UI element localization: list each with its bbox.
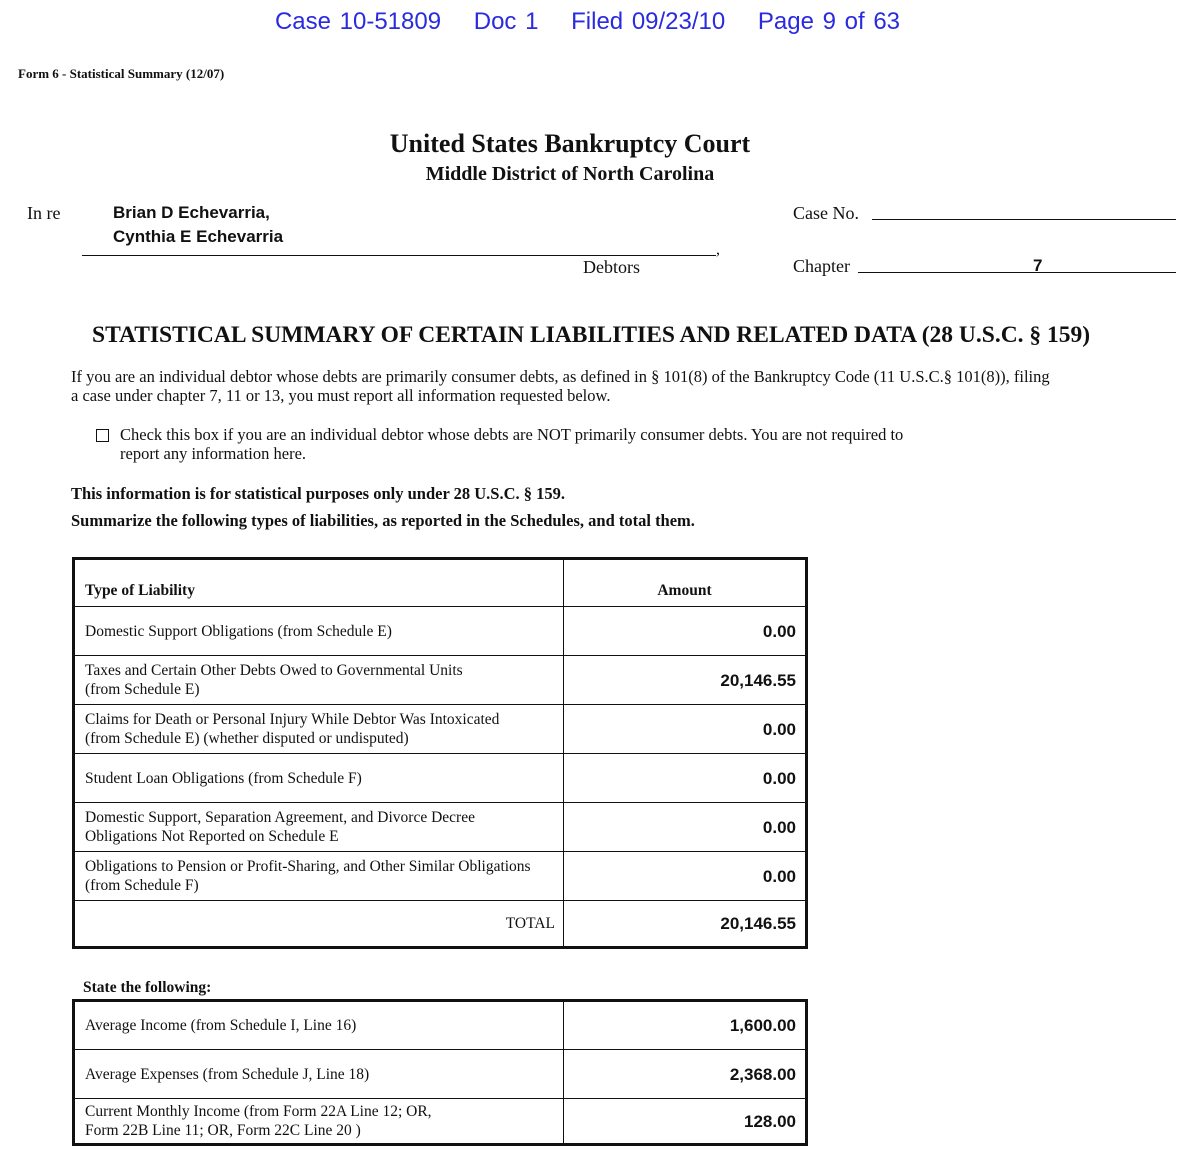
stat-label	[74, 1050, 564, 1099]
filed-date-stamp: Filed 09/23/10	[571, 8, 726, 35]
total-label: TOTAL	[74, 901, 564, 948]
case-number-stamp: Case 10-51809	[274, 8, 442, 35]
checkbox-label-2: report any information here.	[120, 444, 307, 463]
court-district: Middle District of North Carolina	[425, 163, 715, 185]
table-row	[74, 1001, 807, 1050]
table-row	[74, 1050, 807, 1099]
case-no-label: Case No.	[793, 203, 859, 223]
filing-stamp	[0, 8, 1175, 36]
liability-amount: 0.00	[564, 754, 807, 803]
stats-table	[72, 999, 808, 1146]
intro-line-2: a case under chapter 7, 11 or 13, you must report all information requested below.	[71, 386, 611, 405]
comma: ,	[716, 241, 720, 258]
note-summarize: Summarize the following types of liabilities, as reported in the Schedules, and total them.	[71, 511, 695, 530]
chapter-value: 7	[1033, 256, 1043, 275]
total-amount: 20,146.55	[564, 901, 807, 948]
table-row	[74, 607, 807, 656]
debtor-name-1: Brian D Echevarria,	[113, 203, 270, 222]
liability-line-1: Obligations to Pension or Profit-Sharing, and Other Similar Obligations	[85, 858, 531, 875]
liability-line-2: (from Schedule F)	[85, 877, 199, 894]
liability-amount: 0.00	[564, 607, 807, 656]
liability-line-1: Domestic Support, Separation Agreement, and Divorce Decree	[85, 809, 475, 826]
stat-label	[74, 1001, 564, 1050]
table-row	[74, 656, 807, 705]
liability-amount: 20,146.55	[564, 656, 807, 705]
liability-type	[74, 607, 564, 656]
page-heading: STATISTICAL SUMMARY OF CERTAIN LIABILITIES AND RELATED DATA (28 U.S.C. § 159)	[92, 322, 1091, 348]
non-consumer-debts-checkbox[interactable]	[96, 429, 109, 442]
table-row	[74, 754, 807, 803]
stat-label	[74, 1099, 564, 1145]
table-header-row	[74, 559, 807, 607]
table-row	[74, 705, 807, 754]
table-row	[74, 803, 807, 852]
court-title: United States Bankruptcy Court	[389, 129, 751, 158]
liability-type	[74, 803, 564, 852]
liability-line-2: Obligations Not Reported on Schedule E	[85, 828, 339, 845]
stat-amount: 2,368.00	[564, 1050, 807, 1099]
chapter-field	[858, 272, 1176, 273]
stat-amount: 128.00	[564, 1099, 807, 1145]
stat-line-1: Average Income (from Schedule I, Line 16)	[85, 1017, 357, 1034]
table-row	[74, 1099, 807, 1145]
liability-line-1: Taxes and Certain Other Debts Owed to Governmental Units	[85, 662, 463, 679]
note-statistical: This information is for statistical purposes only under 28 U.S.C. § 159.	[71, 484, 565, 503]
intro-line-1: If you are an individual debtor whose debts are primarily consumer debts, as defined in § 101(8) of the Bankruptcy Code (11 U.S.C.§ 101(8)), filing	[71, 367, 1050, 386]
liability-type	[74, 656, 564, 705]
debtors-underline	[82, 255, 716, 256]
liability-type	[74, 754, 564, 803]
form-label: Form 6 - Statistical Summary (12/07)	[18, 66, 225, 81]
liability-line-1: Domestic Support Obligations (from Schedule E)	[85, 622, 392, 640]
case-no-field	[872, 219, 1176, 220]
liability-amount: 0.00	[564, 803, 807, 852]
liability-line-2: (from Schedule E)	[85, 681, 200, 698]
liability-type	[74, 852, 564, 901]
liability-line-2: (from Schedule E) (whether disputed or undisputed)	[85, 730, 409, 747]
liability-line-1: Claims for Death or Personal Injury While Debtor Was Intoxicated	[85, 711, 500, 728]
doc-number-stamp: Doc 1	[473, 8, 539, 35]
debtor-name-2: Cynthia E Echevarria	[113, 227, 284, 246]
page-number-stamp: Page 9 of 63	[757, 8, 901, 35]
stat-line-1: Average Expenses (from Schedule J, Line 18)	[85, 1065, 370, 1083]
liability-type	[74, 705, 564, 754]
state-following-label: State the following:	[83, 979, 212, 996]
stat-amount: 1,600.00	[564, 1001, 807, 1050]
liabilities-table	[72, 557, 808, 949]
liability-amount: 0.00	[564, 705, 807, 754]
liability-amount: 0.00	[564, 852, 807, 901]
debtors-label: Debtors	[583, 257, 640, 277]
total-row	[74, 901, 807, 948]
col-amount-header: Amount	[564, 559, 807, 607]
stat-line-1: Current Monthly Income (from Form 22A Line 12; OR,	[85, 1103, 432, 1120]
table-row	[74, 852, 807, 901]
liability-line-1: Student Loan Obligations (from Schedule F)	[85, 769, 362, 787]
chapter-label: Chapter	[793, 256, 850, 276]
in-re-label: In re	[27, 203, 61, 223]
col-type-header: Type of Liability	[74, 559, 564, 607]
stat-line-2: Form 22B Line 11; OR, Form 22C Line 20 )	[85, 1122, 361, 1139]
checkbox-label-1: Check this box if you are an individual debtor whose debts are NOT primarily consumer debts. You are not required to	[120, 425, 904, 444]
